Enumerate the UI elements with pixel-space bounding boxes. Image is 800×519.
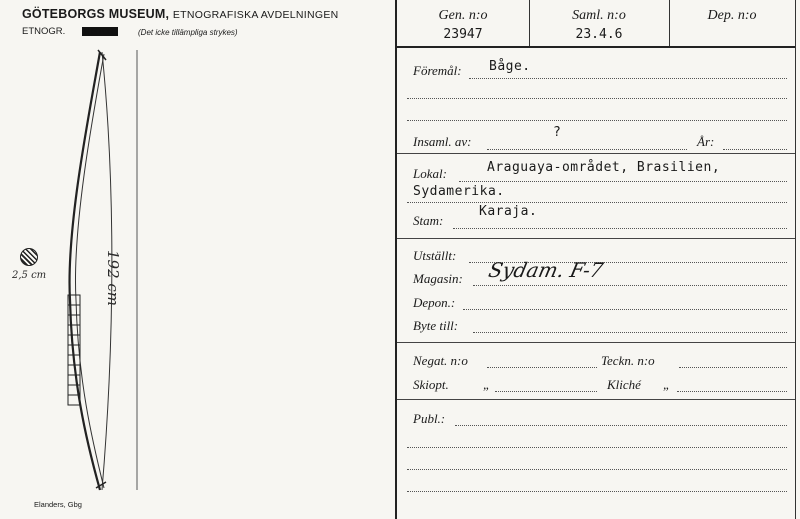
foremal-line-3 bbox=[407, 120, 787, 121]
cross-section-circle bbox=[20, 248, 38, 266]
saml-no-value: 23.4.6 bbox=[575, 27, 623, 42]
negat-label: Negat. n:o bbox=[413, 353, 468, 368]
stam-line bbox=[453, 228, 787, 229]
bow-stave bbox=[70, 52, 100, 490]
utstallt-label: Utställt: bbox=[413, 248, 457, 263]
stam-value: Karaja. bbox=[479, 204, 538, 219]
publ-line bbox=[455, 425, 787, 426]
lokal-label: Lokal: bbox=[413, 166, 447, 181]
kliche-label: Kliché bbox=[607, 377, 641, 392]
negat-line bbox=[487, 367, 597, 368]
catalogue-form bbox=[395, 0, 796, 519]
saml-no-cell bbox=[529, 0, 670, 48]
foremal-label: Föremål: bbox=[413, 63, 462, 78]
stam-label: Stam: bbox=[413, 213, 444, 228]
lokal-line bbox=[459, 181, 787, 182]
bow-drawing bbox=[0, 0, 395, 519]
lokal-line-2 bbox=[407, 202, 787, 203]
strike-note: (Det icke tillämpliga strykes) bbox=[138, 28, 238, 37]
depon-label: Depon.: bbox=[413, 295, 456, 310]
skiopt-label: Skiopt. bbox=[413, 377, 449, 392]
byte-line bbox=[473, 332, 787, 333]
lokal-value-2: Sydamerika. bbox=[413, 184, 505, 199]
section-divider-1 bbox=[397, 153, 795, 154]
printer-credit: Elanders, Gbg bbox=[34, 500, 82, 509]
publ-line-3 bbox=[407, 469, 787, 470]
magasin-value: Sydam. F-7 bbox=[486, 258, 606, 282]
publ-label: Publ.: bbox=[413, 411, 446, 426]
insaml-label: Insaml. av: bbox=[413, 134, 472, 149]
dep-no-label: Dep. n:o bbox=[707, 8, 757, 23]
dep-no-cell bbox=[669, 0, 795, 48]
insaml-line bbox=[487, 149, 687, 150]
bow-stave-inner bbox=[75, 54, 104, 488]
publ-line-4 bbox=[407, 491, 787, 492]
saml-no-label: Saml. n:o bbox=[572, 8, 626, 23]
department-name: ETNOGRAFISKA AVDELNINGEN bbox=[172, 9, 339, 21]
foremal-line bbox=[469, 78, 787, 79]
etnogr-label: ETNOGR. bbox=[22, 26, 66, 37]
section-divider-3 bbox=[397, 342, 795, 343]
section-divider-4 bbox=[397, 399, 795, 400]
depon-line bbox=[463, 309, 787, 310]
gen-no-label: Gen. n:o bbox=[438, 8, 488, 23]
struck-out-category: HISTOR. bbox=[83, 27, 117, 36]
skiopt-line bbox=[495, 391, 597, 392]
diameter-note: 2,5 cm bbox=[12, 270, 47, 281]
kliche-ditto: „ bbox=[663, 377, 671, 392]
museum-name: GÖTEBORGS MUSEUM, bbox=[22, 7, 170, 21]
magasin-label: Magasin: bbox=[413, 271, 463, 286]
magasin-line bbox=[473, 285, 787, 286]
publ-line-2 bbox=[407, 447, 787, 448]
ar-line bbox=[723, 149, 787, 150]
kliche-line bbox=[677, 391, 787, 392]
gen-no-value: 23947 bbox=[443, 27, 483, 42]
ar-label: År: bbox=[697, 134, 715, 149]
byte-label: Byte till: bbox=[413, 318, 459, 333]
teckn-line bbox=[679, 367, 787, 368]
gen-no-cell bbox=[397, 0, 530, 48]
skiopt-ditto: „ bbox=[483, 377, 491, 392]
lokal-value-1: Araguaya-området, Brasilien, bbox=[487, 160, 721, 175]
insaml-value: ? bbox=[553, 125, 562, 140]
foremal-value: Båge. bbox=[489, 59, 531, 74]
teckn-label: Teckn. n:o bbox=[601, 353, 655, 368]
section-divider-2 bbox=[397, 238, 795, 239]
length-note: 192 cm bbox=[104, 250, 122, 307]
foremal-line-2 bbox=[407, 98, 787, 99]
